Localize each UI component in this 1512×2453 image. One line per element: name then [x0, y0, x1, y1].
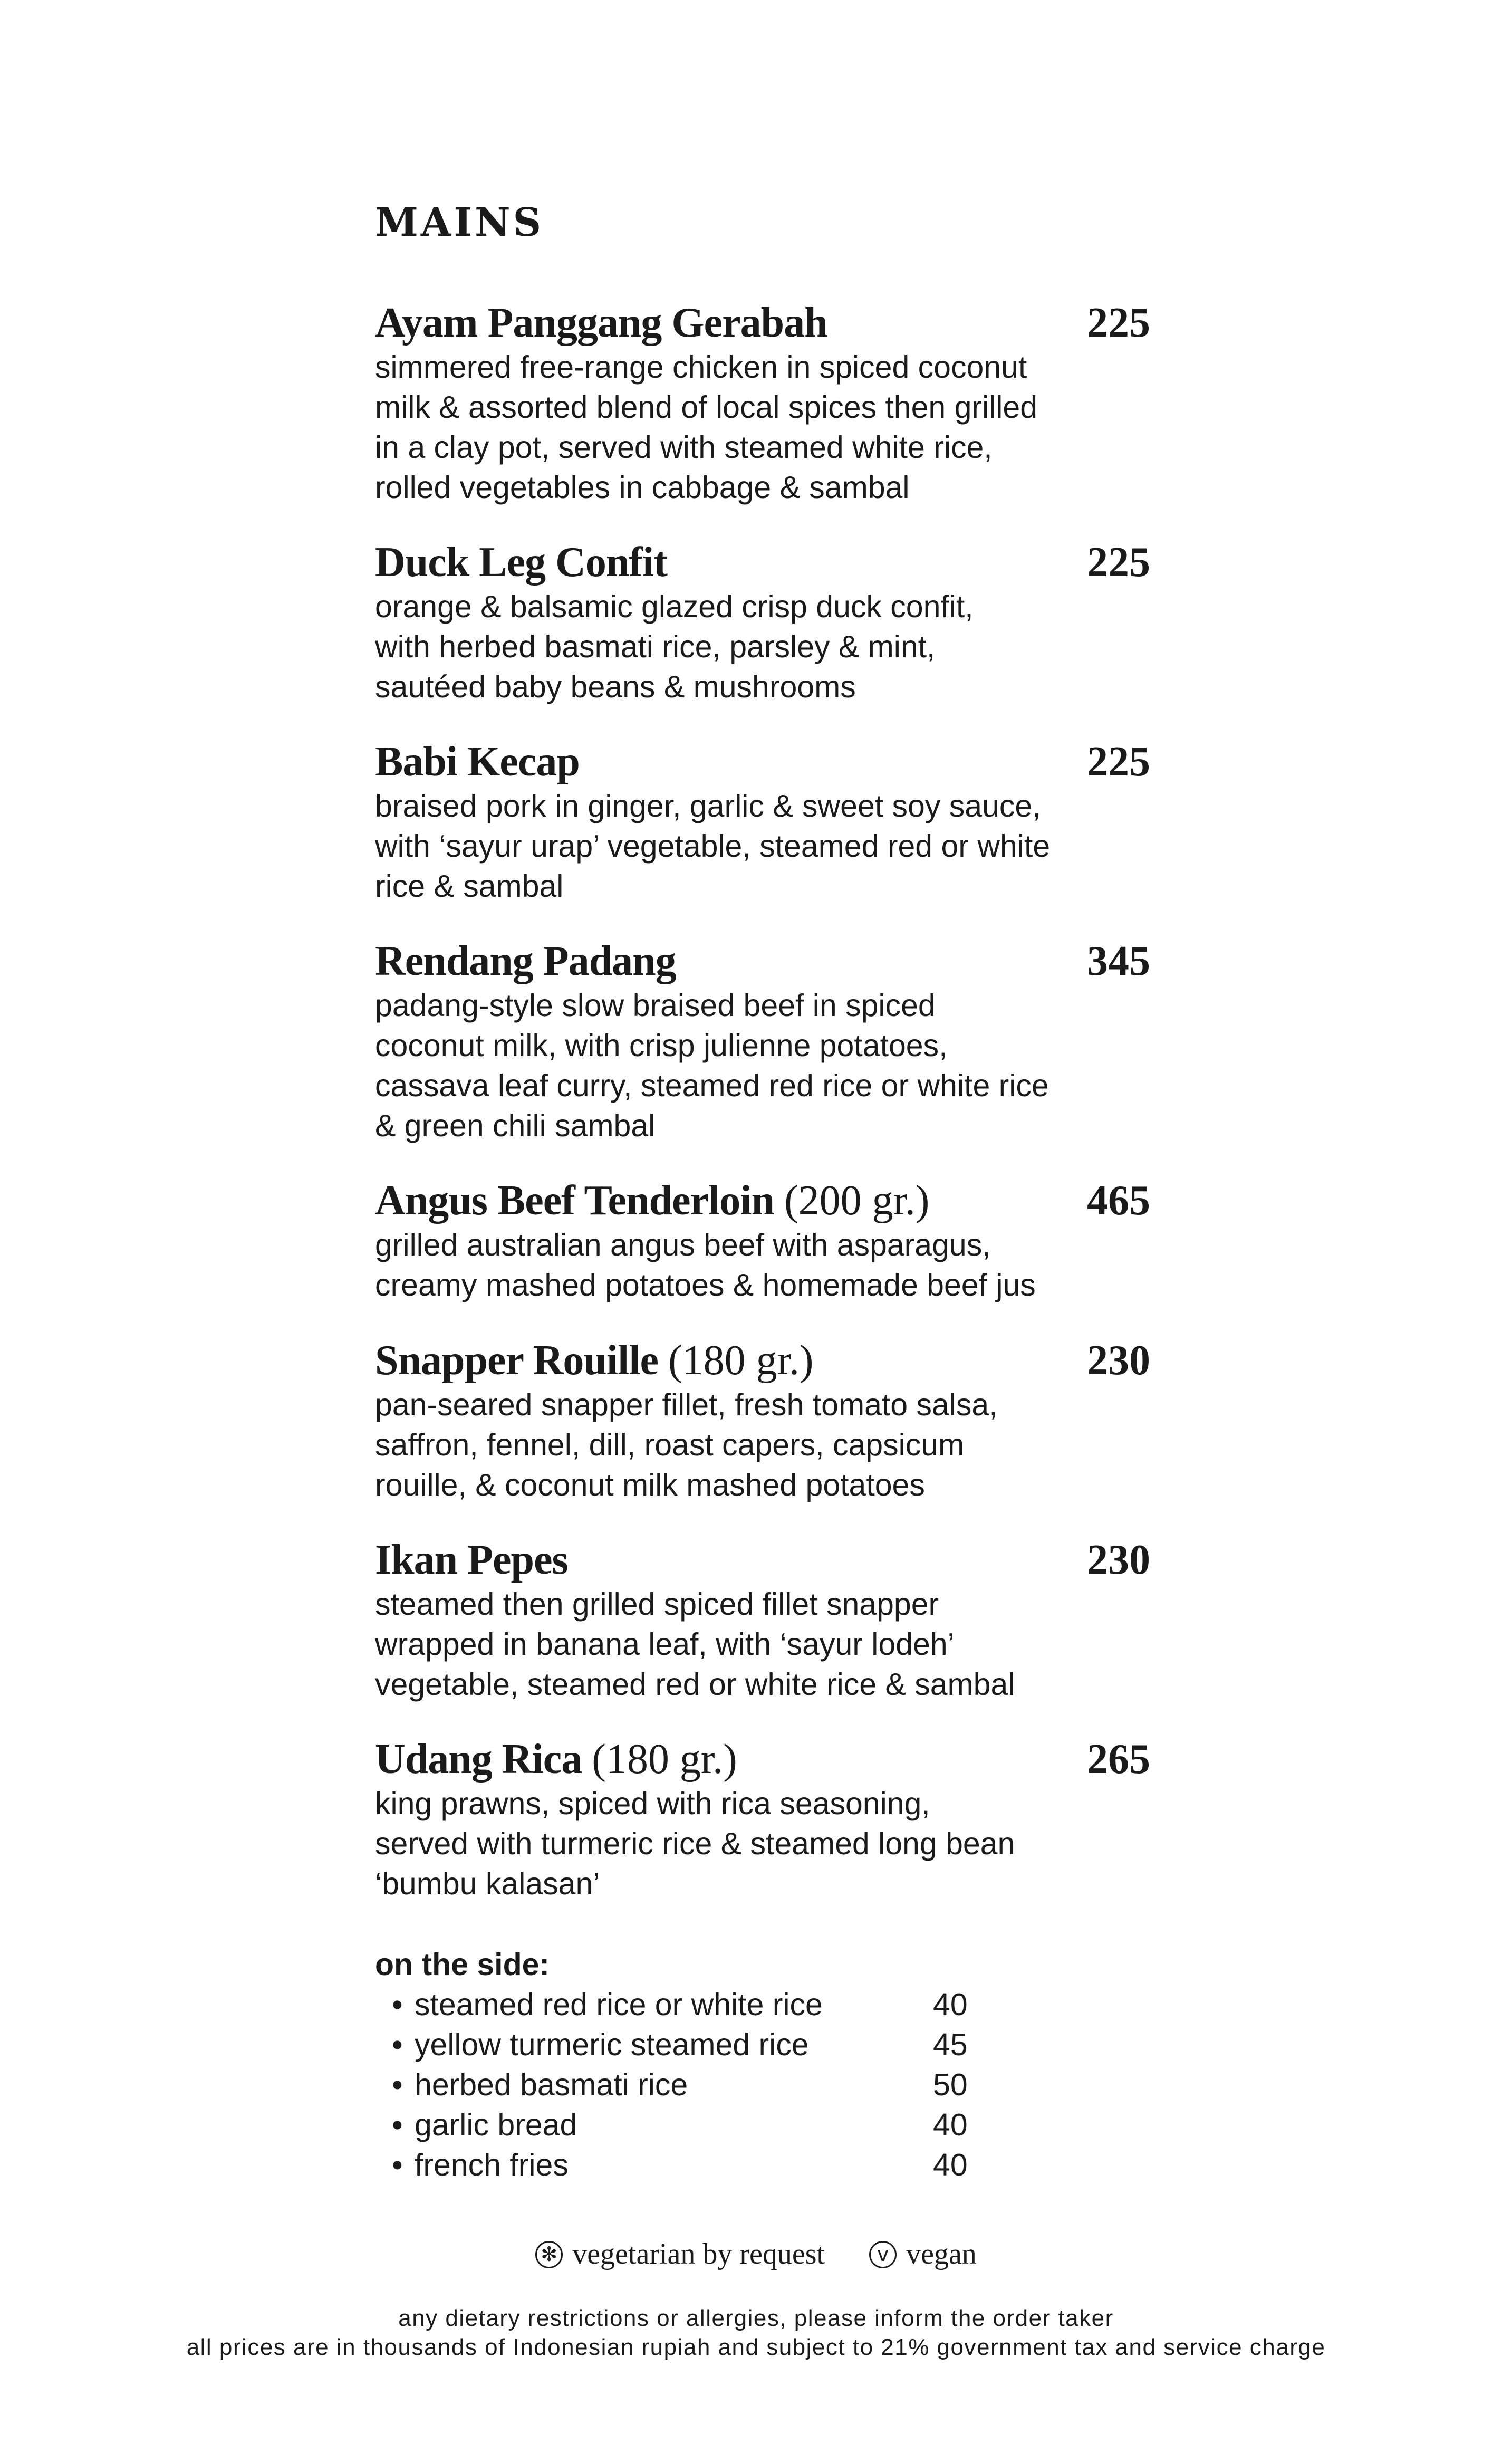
menu-item-price: 230 — [1087, 1337, 1150, 1384]
side-item-label: yellow turmeric steamed rice — [415, 2027, 809, 2062]
menu-item-description: king prawns, spiced with rica seasoning, served with turmeric rice & steamed long bean ‘bumbu kalasan’ — [375, 1786, 1015, 1901]
menu-item-header — [375, 741, 1150, 783]
menu-item-description: grilled australian angus beef with asparagus, creamy mashed potatoes & homemade beef jus — [375, 1228, 1036, 1302]
menu-item — [375, 741, 1150, 906]
menu-item-header — [375, 940, 1150, 982]
menu-item-description: pan-seared snapper fillet, fresh tomato salsa, saffron, fennel, dill, roast capers, capsicum rouille, & coconut milk mashed potatoes — [375, 1387, 998, 1502]
side-item — [375, 2145, 1008, 2185]
legend-vegetarian — [535, 2233, 825, 2275]
bullet-icon: • — [392, 1987, 403, 2022]
bullet-icon: • — [392, 2148, 403, 2182]
menu-item-price: 225 — [1087, 539, 1150, 586]
menu-item-name: Udang Rica (180 gr.) — [375, 1736, 737, 1783]
side-item-price: 40 — [933, 2148, 968, 2182]
menu-item-description: steamed then grilled spiced fillet snapper wrapped in banana leaf, with ‘sayur lodeh’ vegetable, steamed red or white rice & sambal — [375, 1587, 1015, 1702]
menu-item-name: Ayam Panggang Gerabah — [375, 300, 827, 346]
menu-item — [375, 541, 1150, 707]
menu-item-name: Babi Kecap — [375, 739, 580, 785]
bullet-icon: • — [392, 2067, 403, 2102]
menu-item-description: braised pork in ginger, garlic & sweet soy sauce, with ‘sayur urap’ vegetable, steamed red or white rice & sambal — [375, 789, 1051, 904]
side-item-price: 40 — [933, 1987, 968, 2022]
side-item — [375, 2065, 1008, 2105]
menu-item — [375, 302, 1150, 507]
menu-item-header — [375, 539, 1150, 586]
footer-price-note: all prices are in thousands of Indonesian rupiah and subject to 21% government tax and service charge — [186, 2334, 1326, 2360]
bullet-icon: • — [392, 2107, 403, 2142]
menu-item-name: Duck Leg Confit — [375, 539, 667, 586]
section-title: MAINS — [375, 200, 544, 245]
side-item — [375, 2105, 1008, 2145]
vegetarian-icon: ✻ — [535, 2241, 563, 2268]
footer-allergy-note: any dietary restrictions or allergies, please inform the order taker — [398, 2305, 1114, 2331]
legend-vegan-label: vegan — [906, 2238, 977, 2271]
menu-item-header — [375, 302, 1150, 344]
menu-item-price: 225 — [1087, 739, 1150, 785]
side-item-label: garlic bread — [415, 2107, 577, 2142]
menu-item-description: simmered free-range chicken in spiced coconut milk & assorted blend of local spices then grilled in a clay pot, served with steamed white rice, rolled vegetables in cabbage & sambal — [375, 350, 1038, 505]
menu-item-price: 345 — [1087, 938, 1150, 984]
menu-item-header — [375, 1177, 1150, 1224]
menu-item-header — [375, 1736, 1150, 1783]
side-item-price: 45 — [933, 2027, 968, 2062]
side-item-price: 50 — [933, 2067, 968, 2102]
side-item-label: steamed red rice or white rice — [415, 1987, 823, 2022]
menu-item-description: padang-style slow braised beef in spiced coconut milk, with crisp julienne potatoes, cassava leaf curry, steamed red rice or white rice & green chili sambal — [375, 988, 1049, 1143]
side-item-label: french fries — [415, 2148, 569, 2182]
side-item-label: herbed basmati rice — [415, 2067, 688, 2102]
menu-item-price: 225 — [1087, 300, 1150, 346]
menu-item-description: orange & balsamic glazed crisp duck confit, with herbed basmati rice, parsley & mint, sautéed baby beans & mushrooms — [375, 589, 974, 704]
sides-title: on the side: — [375, 1947, 550, 1982]
legend-vegan — [869, 2233, 977, 2275]
vegan-icon: v — [869, 2241, 897, 2268]
menu-item-portion: (180 gr.) — [668, 1337, 814, 1384]
menu-item — [375, 940, 1150, 1146]
side-item — [375, 1985, 1008, 2025]
menu-item-name: Angus Beef Tenderloin (200 gr.) — [375, 1177, 930, 1224]
menu-item-price: 465 — [1087, 1177, 1150, 1224]
dietary-legend — [0, 2230, 1512, 2275]
menu-item-name: Ikan Pepes — [375, 1537, 568, 1583]
menu-item-portion: (180 gr.) — [592, 1736, 737, 1783]
side-item-price: 40 — [933, 2107, 968, 2142]
bullet-icon: • — [392, 2027, 403, 2062]
menu-item — [375, 1177, 1150, 1305]
legend-vegetarian-label: vegetarian by request — [572, 2238, 825, 2271]
menu-item — [375, 1539, 1150, 1704]
menu-item — [375, 1339, 1150, 1505]
sides-section — [375, 1944, 1008, 2185]
menu-item — [375, 1738, 1150, 1904]
menu-item-portion: (200 gr.) — [784, 1177, 930, 1224]
menu-item-name: Snapper Rouille (180 gr.) — [375, 1337, 814, 1384]
menu-item-price: 265 — [1087, 1736, 1150, 1783]
menu-item-price: 230 — [1087, 1537, 1150, 1583]
menu-item-name: Rendang Padang — [375, 938, 676, 984]
menu-item-header — [375, 1539, 1150, 1581]
menu-item-header — [375, 1339, 1150, 1382]
side-item — [375, 2025, 1008, 2065]
